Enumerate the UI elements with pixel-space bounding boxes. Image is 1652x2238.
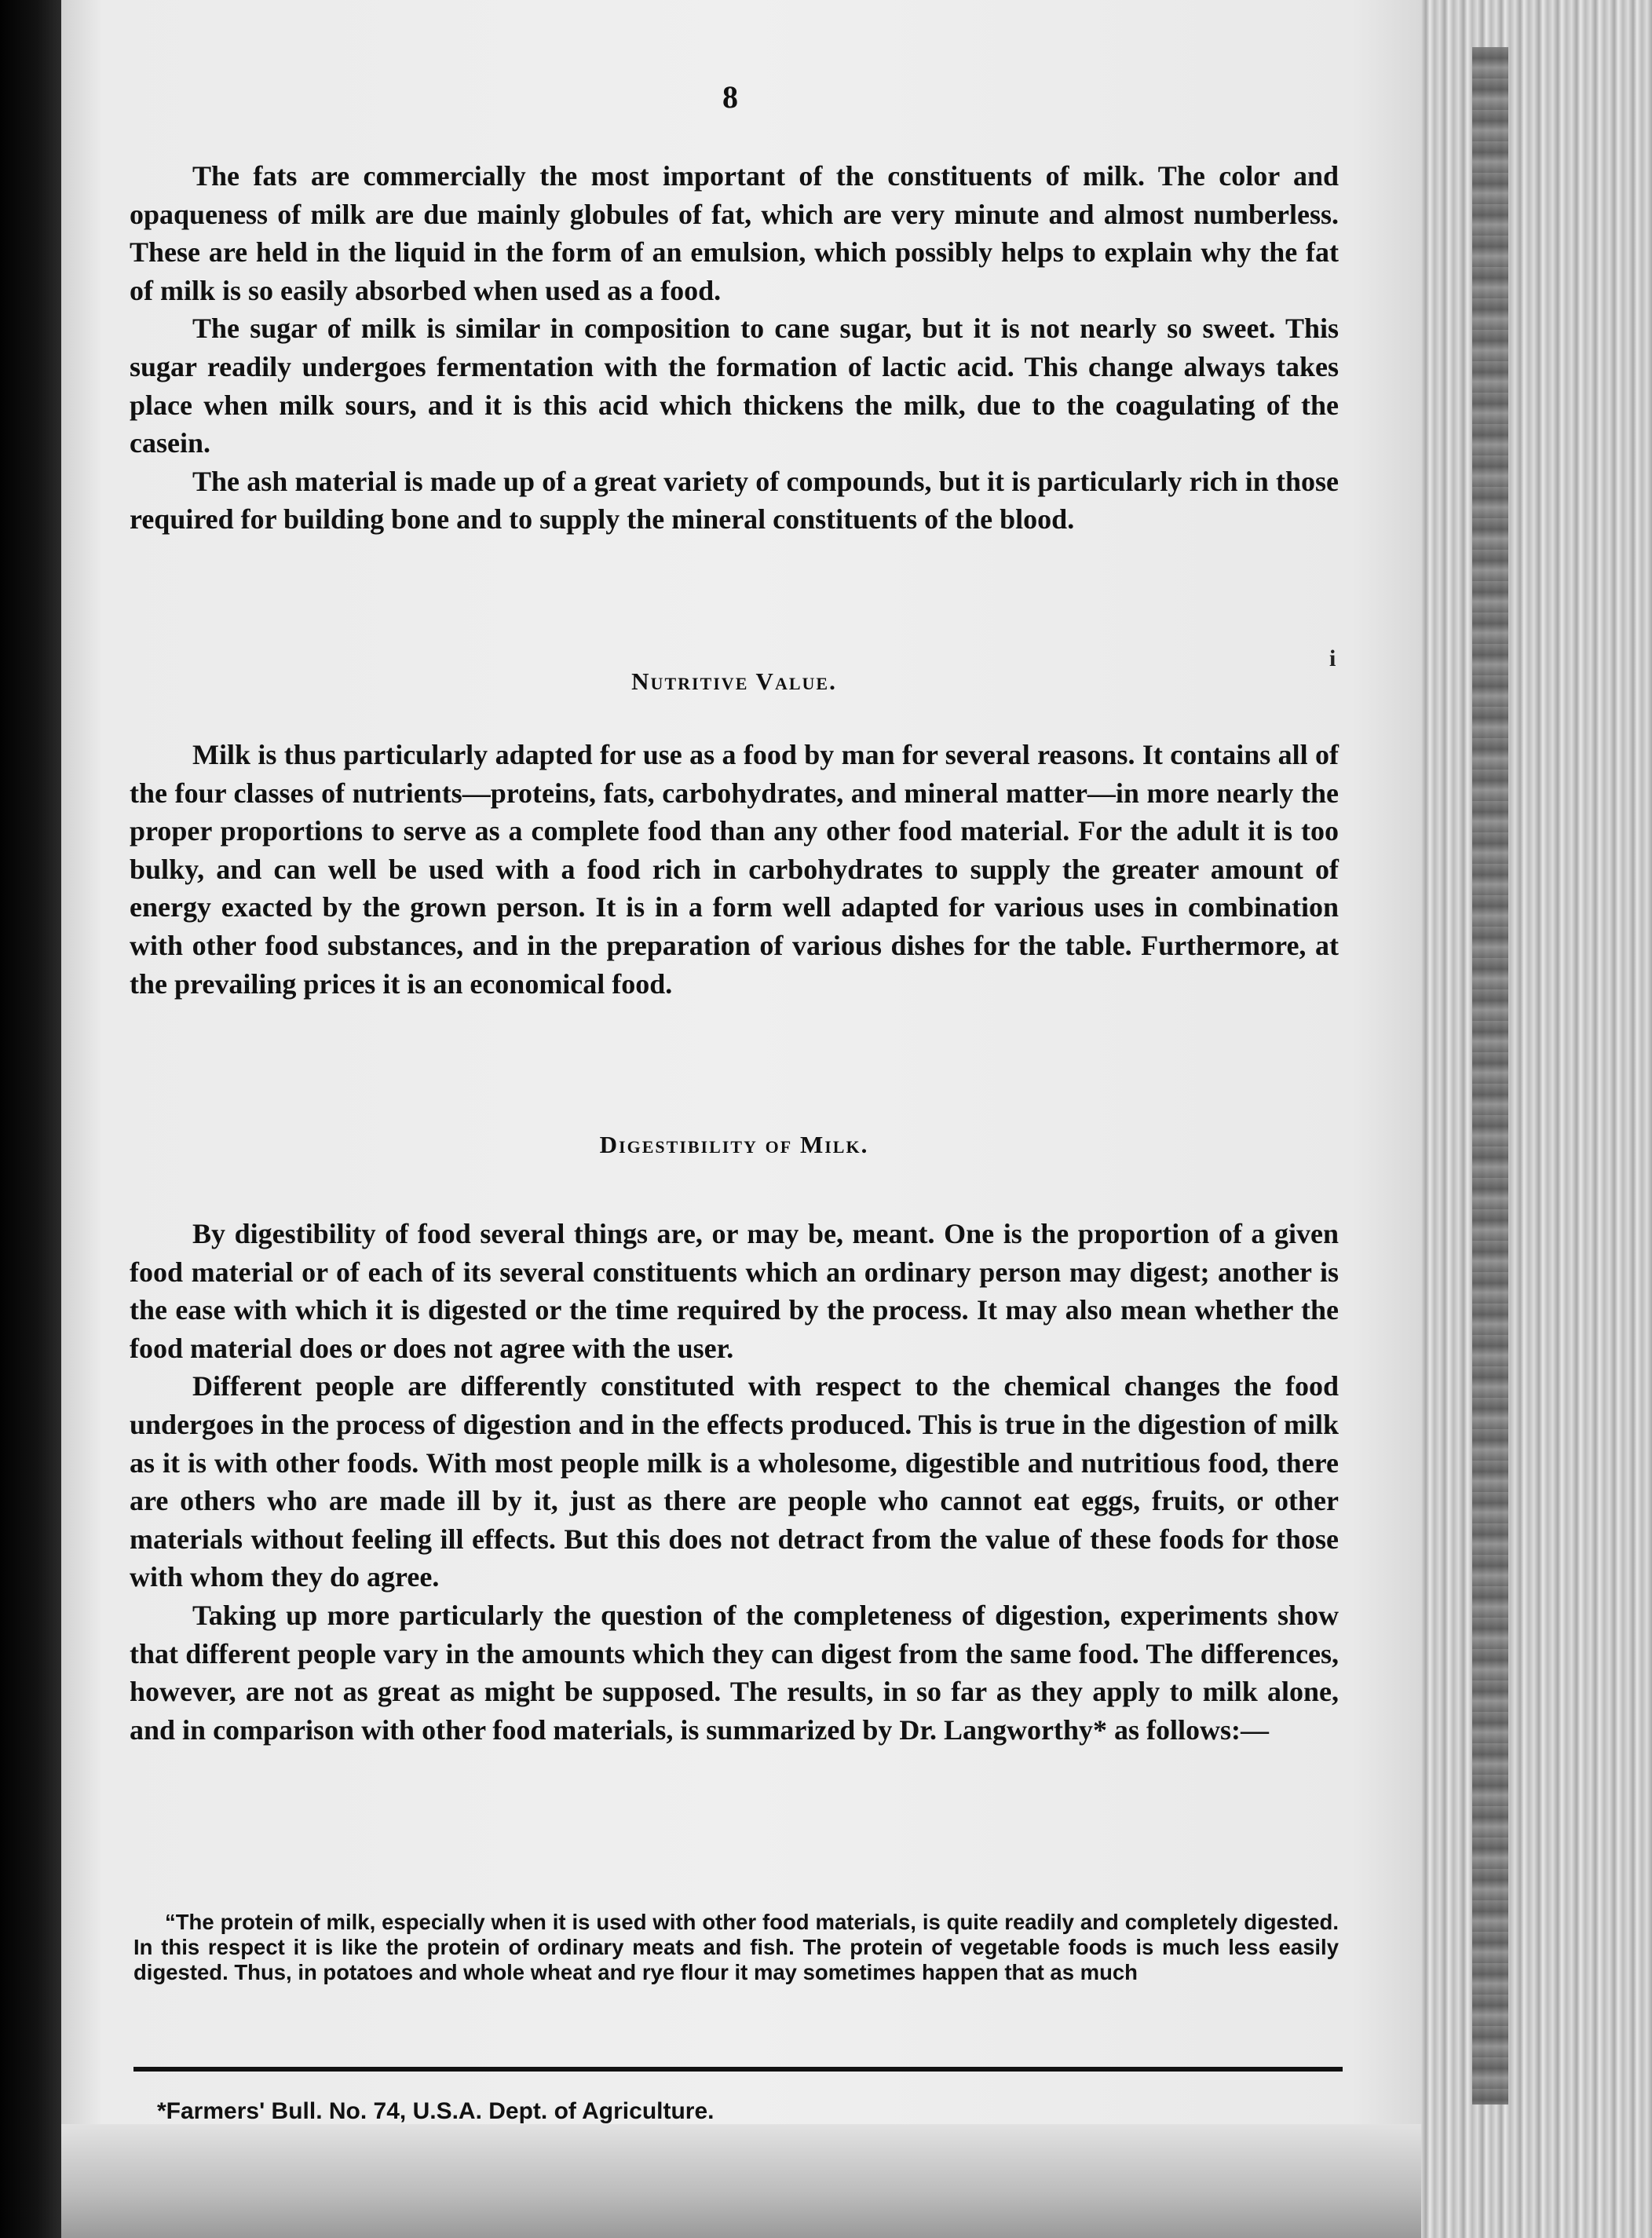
paragraph-sugar: The sugar of milk is similar in composition to cane sugar, but it is not nearly so sweet. This sugar readily undergoes fermentation with the formation of lactic acid. This change always takes place when milk sours, and it is this acid which thickens the milk, due to the coagulating of the casein. (130, 313, 1339, 459)
paragraph-nutritive: Milk is thus particularly adapted for use as a food by man for several reasons. It contains all of the four classes of nutrients—proteins, fats, carbohydrates, and mineral matter—in more nearly the proper proportions to serve as a complete food than any other food material. For the adult it is too bulky, and can well be used with a food rich in carbohydrates to supply the greater amount of energy exacted by the grown person. It is in a form well adapted for various uses in combination with other food substances, and in the preparation of various dishes for the table. Furthermore, at the prevailing prices it is an economical food. (130, 739, 1339, 1000)
scan-bottom-margin (61, 2124, 1421, 2238)
heading-digestibility: Digestibility of Milk. (599, 1131, 869, 1158)
paragraph-digestibility-definition: By digestibility of food several things are, or may be, meant. One is the proportion of a given food material or of each of its several constituents which an ordinary person may digest; another is the ease with which it is digested or the time required by the process. It may also mean whether the food material does or does not agree with the user. (130, 1218, 1339, 1364)
scan-right-page-edges (1421, 0, 1652, 2238)
paragraph-ash: The ash material is made up of a great variety of compounds, but it is particularly rich in those required for building bone and to supply the mineral constituents of the blood. (130, 465, 1339, 536)
paragraph-completeness: Taking up more particularly the question of the completeness of digestion, experiments show that different people vary in the amounts which they can digest from the same food. The differences, however, are not as great as might be supposed. The results, in so far as they apply to milk alone, and in comparison with other food materials, is summarized by Dr. Langworthy* as follows:— (130, 1599, 1339, 1746)
heading-nutritive-value: Nutritive Value. (631, 667, 837, 695)
intro-section (130, 157, 1339, 539)
digestibility-section (130, 1215, 1339, 1749)
scan-right-shadow (1472, 47, 1508, 2105)
margin-mark: i (1329, 645, 1336, 671)
paragraph-fats: The fats are commercially the most important of the constituents of milk. The color and opaqueness of milk are due mainly globules of fat, which are very minute and almost numberless. These are held in the liquid in the form of an emulsion, which possibly helps to explain why the fat of milk is so easily absorbed when used as a food. (130, 160, 1339, 306)
nutritive-section (130, 736, 1339, 1003)
page-number: 8 (722, 79, 738, 115)
paragraph-different-people: Different people are differently constituted with respect to the chemical changes the food undergoes in the process of digestion and in the effects produced. This is true in the digestion of milk as it is with other foods. With most people milk is a wholesome, digestible and nutritious food, there are others who are made ill by it, just as there are people who cannot eat eggs, fruits, or other materials without feeling ill effects. But this does not detract from the value of these foods for those with whom they do agree. (130, 1370, 1339, 1593)
footnote-rule (133, 2067, 1343, 2072)
scan-left-binding (0, 0, 61, 2238)
footnote: *Farmers' Bull. No. 74, U.S.A. Dept. of Agriculture. (157, 2098, 715, 2124)
quotation-langworthy: “The protein of milk, especially when it is used with other food materials, is quite readily and completely digested. In this respect it is like the protein of ordinary meats and fish. The protein of vegetable foods is much less easily digested. Thus, in potatoes and whole wheat and rye flour it may sometimes happen that as much (133, 1910, 1339, 1984)
